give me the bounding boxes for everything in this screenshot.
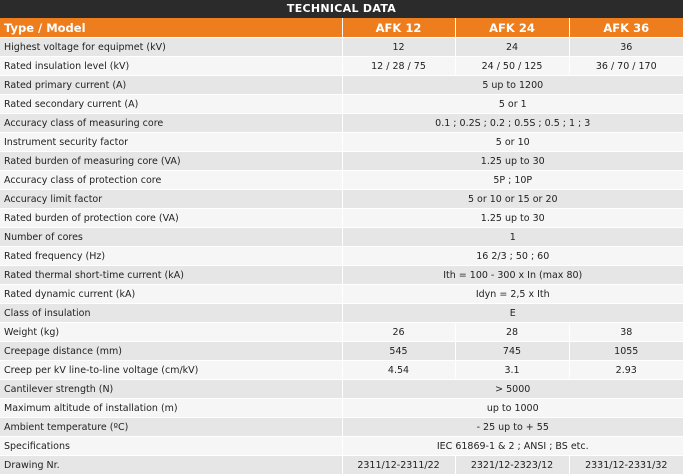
row-label: Accuracy limit factor (0, 190, 342, 209)
row-value-shared: - 25 up to + 55 (342, 418, 683, 437)
row-label: Maximum altitude of installation (m) (0, 399, 342, 418)
model-header-afk36: AFK 36 (569, 18, 683, 38)
row-value-shared: Ith = 100 - 300 x In (max 80) (342, 266, 683, 285)
table-row (0, 399, 683, 418)
row-value: 2.93 (569, 361, 683, 380)
table-row (0, 38, 683, 57)
row-value: 24 / 50 / 125 (455, 57, 569, 76)
row-value: 36 (569, 38, 683, 57)
row-label: Rated secondary current (A) (0, 95, 342, 114)
table-row (0, 380, 683, 399)
row-label: Number of cores (0, 228, 342, 247)
row-label: Specifications (0, 437, 342, 456)
row-label: Creep per kV line-to-line voltage (cm/kV) (0, 361, 342, 380)
row-value: 26 (342, 323, 455, 342)
row-label: Accuracy class of measuring core (0, 114, 342, 133)
row-label: Rated insulation level (kV) (0, 57, 342, 76)
row-label: Rated burden of protection core (VA) (0, 209, 342, 228)
row-value-shared: 1.25 up to 30 (342, 152, 683, 171)
row-value: 28 (455, 323, 569, 342)
row-value: 745 (455, 342, 569, 361)
row-value: 12 (342, 38, 455, 57)
row-value: 38 (569, 323, 683, 342)
row-value: 2311/12-2311/22 (342, 456, 455, 475)
row-value-shared: 1.25 up to 30 (342, 209, 683, 228)
row-label: Rated frequency (Hz) (0, 247, 342, 266)
table-row (0, 133, 683, 152)
table-row (0, 171, 683, 190)
table-row (0, 95, 683, 114)
row-value-shared: 16 2/3 ; 50 ; 60 (342, 247, 683, 266)
row-value-shared: E (342, 304, 683, 323)
model-header-afk12: AFK 12 (342, 18, 455, 38)
table-row (0, 418, 683, 437)
table-row (0, 76, 683, 95)
table-row (0, 228, 683, 247)
table-row (0, 456, 683, 475)
row-value-shared: up to 1000 (342, 399, 683, 418)
table-row (0, 190, 683, 209)
row-value-shared: IEC 61869-1 & 2 ; ANSI ; BS etc. (342, 437, 683, 456)
row-value-shared: > 5000 (342, 380, 683, 399)
row-value: 2321/12-2323/12 (455, 456, 569, 475)
row-label: Rated dynamic current (kA) (0, 285, 342, 304)
row-value: 2331/12-2331/32 (569, 456, 683, 475)
row-value-shared: 5 or 1 (342, 95, 683, 114)
table-row (0, 209, 683, 228)
row-value-shared: 0.1 ; 0.2S ; 0.2 ; 0.5S ; 0.5 ; 1 ; 3 (342, 114, 683, 133)
row-value-shared: 1 (342, 228, 683, 247)
row-label: Highest voltage for equipmet (kV) (0, 38, 342, 57)
row-label: Rated thermal short-time current (kA) (0, 266, 342, 285)
technical-data-table (0, 18, 683, 474)
table-row (0, 57, 683, 76)
row-value: 4.54 (342, 361, 455, 380)
table-row (0, 114, 683, 133)
table-row (0, 361, 683, 380)
row-label: Cantilever strength (N) (0, 380, 342, 399)
table-row (0, 342, 683, 361)
row-value-shared: 5P ; 10P (342, 171, 683, 190)
row-value: 1055 (569, 342, 683, 361)
model-header-afk24: AFK 24 (455, 18, 569, 38)
table-row (0, 152, 683, 171)
row-value: 3.1 (455, 361, 569, 380)
row-label: Ambient temperature (ºC) (0, 418, 342, 437)
row-value: 545 (342, 342, 455, 361)
row-value-shared: Idyn = 2,5 x Ith (342, 285, 683, 304)
row-value: 12 / 28 / 75 (342, 57, 455, 76)
table-row (0, 304, 683, 323)
row-label: Weight (kg) (0, 323, 342, 342)
row-label: Class of insulation (0, 304, 342, 323)
row-label: Rated burden of measuring core (VA) (0, 152, 342, 171)
row-label: Instrument security factor (0, 133, 342, 152)
header-row (0, 18, 683, 38)
table-row (0, 266, 683, 285)
table-row (0, 285, 683, 304)
row-label: Accuracy class of protection core (0, 171, 342, 190)
row-value-shared: 5 up to 1200 (342, 76, 683, 95)
row-label: Creepage distance (mm) (0, 342, 342, 361)
table-title: TECHNICAL DATA (0, 0, 683, 18)
table-row (0, 323, 683, 342)
table-row (0, 437, 683, 456)
table-row (0, 247, 683, 266)
row-label: Rated primary current (A) (0, 76, 342, 95)
row-value-shared: 5 or 10 or 15 or 20 (342, 190, 683, 209)
row-value-shared: 5 or 10 (342, 133, 683, 152)
type-model-header: Type / Model (0, 18, 342, 38)
row-value: 36 / 70 / 170 (569, 57, 683, 76)
row-label: Drawing Nr. (0, 456, 342, 475)
row-value: 24 (455, 38, 569, 57)
